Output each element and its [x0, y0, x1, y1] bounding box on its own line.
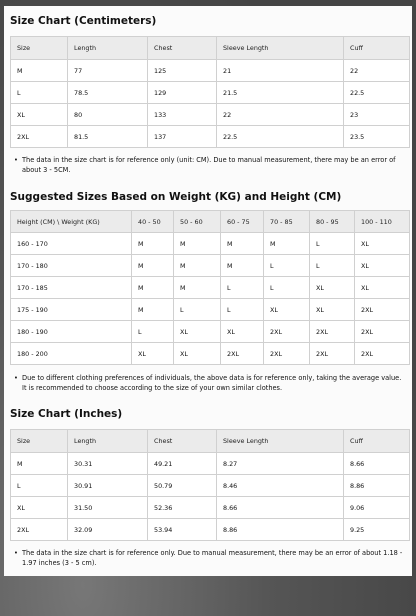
cell: 22.5	[217, 126, 344, 148]
cell: M	[132, 255, 174, 277]
col-cuff: Cuff	[344, 430, 410, 453]
table-row	[11, 453, 410, 475]
cell: 8.66	[344, 453, 410, 475]
inch-chart-note	[14, 548, 406, 568]
cell: 2XL	[264, 321, 310, 343]
cell: 9.25	[344, 519, 410, 541]
table-header-row	[11, 37, 410, 60]
cell: 22	[344, 60, 410, 82]
cell: 30.91	[68, 475, 148, 497]
cell: M	[264, 233, 310, 255]
cell: 22.5	[344, 82, 410, 104]
cell: 170 - 185	[11, 277, 132, 299]
cell: M	[132, 233, 174, 255]
cell: XL	[174, 321, 221, 343]
cell: 8.66	[217, 497, 344, 519]
table-row	[11, 104, 410, 126]
cell: 31.50	[68, 497, 148, 519]
col-height-weight: Height (CM) \ Weight (KG)	[11, 211, 132, 233]
cell: 2XL	[355, 321, 410, 343]
cell: L	[174, 299, 221, 321]
table-row	[11, 321, 410, 343]
cell: XL	[355, 277, 410, 299]
table-row	[11, 82, 410, 104]
note-text: The data in the size chart is for reference only (unit: CM). Due to manual measurement, there may be an error of about 3 - 5CM.	[22, 156, 396, 174]
cell: M	[174, 255, 221, 277]
cell: 2XL	[310, 321, 355, 343]
cell: L	[221, 277, 264, 299]
cell: XL	[132, 343, 174, 365]
cell: XL	[310, 277, 355, 299]
table-row	[11, 519, 410, 541]
col-size: Size	[11, 37, 68, 60]
cell: 77	[68, 60, 148, 82]
cell: XL	[11, 497, 68, 519]
col-sleeve-length: Sleeve Length	[217, 430, 344, 453]
cell: 2XL	[221, 343, 264, 365]
cell: XL	[310, 299, 355, 321]
table-row	[11, 233, 410, 255]
inch-size-chart-title: Size Chart (Inches)	[10, 408, 123, 420]
cell: 2XL	[11, 519, 68, 541]
cell: L	[264, 255, 310, 277]
table-row	[11, 255, 410, 277]
cell: 81.5	[68, 126, 148, 148]
cell: 137	[148, 126, 217, 148]
cell: 8.86	[217, 519, 344, 541]
cell: 23	[344, 104, 410, 126]
cell: 2XL	[11, 126, 68, 148]
cell: 23.5	[344, 126, 410, 148]
cell: L	[310, 233, 355, 255]
col-weight-40-50: 40 - 50	[132, 211, 174, 233]
size-chart-sheet	[4, 6, 412, 576]
cell: 8.46	[217, 475, 344, 497]
cell: M	[174, 233, 221, 255]
note-text: Due to different clothing preferences of individuals, the above data is for reference only, taking the average value. It is recommended to choose according to the size of your own similar clothes.	[22, 374, 402, 392]
suggested-sizes-note	[14, 373, 406, 393]
cell: 53.94	[148, 519, 217, 541]
col-weight-60-75: 60 - 75	[221, 211, 264, 233]
cell: 2XL	[310, 343, 355, 365]
table-row	[11, 343, 410, 365]
cm-chart-note	[14, 155, 406, 175]
table-row	[11, 475, 410, 497]
col-length: Length	[68, 430, 148, 453]
table-row	[11, 497, 410, 519]
cell: 30.31	[68, 453, 148, 475]
col-chest: Chest	[148, 37, 217, 60]
col-length: Length	[68, 37, 148, 60]
col-weight-80-95: 80 - 95	[310, 211, 355, 233]
cell: M	[221, 233, 264, 255]
table-row	[11, 126, 410, 148]
table-row	[11, 299, 410, 321]
col-chest: Chest	[148, 430, 217, 453]
cell: 78.5	[68, 82, 148, 104]
cell: 180 - 190	[11, 321, 132, 343]
cell: M	[174, 277, 221, 299]
cell: 133	[148, 104, 217, 126]
cell: 22	[217, 104, 344, 126]
cell: L	[132, 321, 174, 343]
inch-size-table	[10, 429, 410, 541]
cell: 180 - 200	[11, 343, 132, 365]
cell: 9.06	[344, 497, 410, 519]
bullet-icon: •	[14, 374, 18, 382]
cell: M	[11, 60, 68, 82]
cell: 2XL	[355, 343, 410, 365]
col-weight-100-110: 100 - 110	[355, 211, 410, 233]
suggested-sizes-title: Suggested Sizes Based on Weight (KG) and Height (CM)	[10, 191, 342, 203]
cell: 170 - 180	[11, 255, 132, 277]
col-weight-70-85: 70 - 85	[264, 211, 310, 233]
table-header-row	[11, 211, 410, 233]
note-text: The data in the size chart is for reference only. Due to manual measurement, there may be an error of about 1.18 - 1.97 inches (3 - 5 cm).	[22, 549, 403, 567]
suggested-sizes-table	[10, 210, 410, 365]
cell: 8.27	[217, 453, 344, 475]
col-size: Size	[11, 430, 68, 453]
cell: XL	[11, 104, 68, 126]
cell: XL	[355, 233, 410, 255]
cell: L	[221, 299, 264, 321]
cell: M	[221, 255, 264, 277]
cell: M	[132, 299, 174, 321]
cell: 125	[148, 60, 217, 82]
cell: 80	[68, 104, 148, 126]
table-row	[11, 277, 410, 299]
cell: 21.5	[217, 82, 344, 104]
cell: 21	[217, 60, 344, 82]
cell: L	[264, 277, 310, 299]
cm-size-chart-title: Size Chart (Centimeters)	[10, 15, 157, 27]
table-header-row	[11, 430, 410, 453]
cell: M	[132, 277, 174, 299]
cell: XL	[174, 343, 221, 365]
cell: 32.09	[68, 519, 148, 541]
table-row	[11, 60, 410, 82]
cell: 2XL	[355, 299, 410, 321]
cell: L	[310, 255, 355, 277]
col-weight-50-60: 50 - 60	[174, 211, 221, 233]
cell: 160 - 170	[11, 233, 132, 255]
cell: L	[11, 475, 68, 497]
cell: XL	[355, 255, 410, 277]
cell: XL	[264, 299, 310, 321]
cell: M	[11, 453, 68, 475]
cell: 8.86	[344, 475, 410, 497]
cell: 52.36	[148, 497, 217, 519]
cell: 129	[148, 82, 217, 104]
cell: 175 - 190	[11, 299, 132, 321]
cm-size-table	[10, 36, 410, 148]
col-cuff: Cuff	[344, 37, 410, 60]
cell: XL	[221, 321, 264, 343]
cell: L	[11, 82, 68, 104]
bullet-icon: •	[14, 549, 18, 557]
cell: 50.79	[148, 475, 217, 497]
col-sleeve-length: Sleeve Length	[217, 37, 344, 60]
bullet-icon: •	[14, 156, 18, 164]
cell: 2XL	[264, 343, 310, 365]
cell: 49.21	[148, 453, 217, 475]
